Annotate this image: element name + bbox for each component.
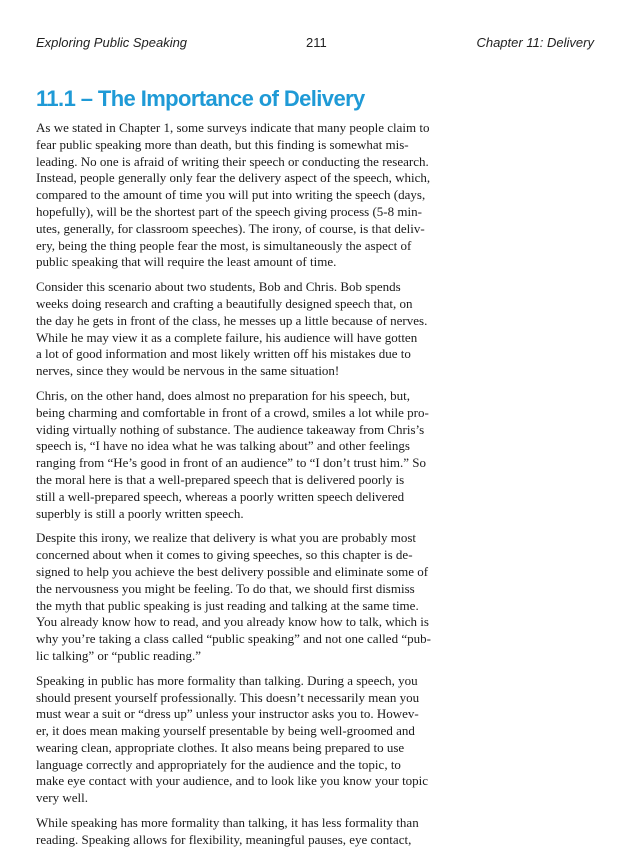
paragraph — [36, 815, 596, 849]
running-header — [36, 35, 594, 53]
paragraph-line: why you’re taking a class called “public speaking” and not one called “pub- — [36, 631, 431, 647]
paragraph-line: leading. No one is afraid of writing their speech or conducting the research. — [36, 153, 429, 169]
page-number: 211 — [306, 35, 327, 50]
paragraph-line: being charming and comfortable in front of a crowd, smiles a lot while pro- — [36, 404, 429, 420]
paragraph — [36, 530, 596, 664]
paragraph-line: must wear a suit or “dress up” unless your instructor asks you to. Howev- — [36, 706, 419, 722]
paragraph-line: make eye contact with your audience, and to look like you know your topic — [36, 773, 429, 789]
paragraph-line: er, it does mean making yourself presentable by being well-groomed and — [36, 723, 415, 739]
section-heading: 11.1 – The Importance of Delivery — [36, 86, 365, 111]
paragraph-line: While he may view it as a complete failure, his audience will have gotten — [36, 329, 418, 345]
paragraph-line: the moral here is that a well-prepared speech that is delivered poorly is — [36, 471, 405, 487]
paragraph-line: While speaking has more formality than talking, it has less formality than — [36, 815, 419, 831]
paragraph-line: nerves, since they would be nervous in the same situation! — [36, 363, 340, 379]
paragraph-line: Chris, on the other hand, does almost no preparation for his speech, but, — [36, 387, 411, 403]
paragraph-line: Consider this scenario about two students, Bob and Chris. Bob spends — [36, 279, 401, 295]
paragraph-line: utes, generally, for classroom speeches). The irony, of course, is that deliv- — [36, 220, 425, 236]
paragraph — [36, 673, 596, 807]
paragraph-line: the myth that public speaking is just reading and talking at the same time. — [36, 597, 419, 613]
paragraph — [36, 120, 596, 271]
paragraph-line: should present yourself professionally. This doesn’t necessarily mean you — [36, 689, 420, 705]
paragraph-line: concerned about when it comes to giving speeches, so this chapter is de- — [36, 547, 413, 563]
paragraph-line: weeks doing research and crafting a beautifully designed speech that, on — [36, 295, 413, 311]
paragraph-line: reading. Speaking allows for flexibility, meaningful pauses, eye contact, — [36, 831, 412, 847]
paragraph-line: ranging from “He’s good in front of an audience” to “I don’t trust him.” So — [36, 455, 427, 471]
paragraph-line: a lot of good information and most likely written off his mistakes due to — [36, 346, 411, 362]
paragraph-line: the day he gets in front of the class, he messes up a little because of nerves. — [36, 312, 428, 328]
paragraph-line: Despite this irony, we realize that delivery is what you are probably most — [36, 530, 417, 546]
paragraph-line: signed to help you achieve the best delivery possible and eliminate some of — [36, 563, 429, 579]
paragraph-line: wearing clean, appropriate clothes. It also means being prepared to use — [36, 739, 405, 755]
paragraph-line: Instead, people generally only fear the delivery aspect of the speech, which, — [36, 170, 431, 186]
paragraph-line: viding virtually nothing of substance. The audience takeaway from Chris’s — [36, 421, 425, 437]
paragraph-line: public speaking that will require the least amount of time. — [36, 254, 337, 270]
paragraph-line: Speaking in public has more formality than talking. During a speech, you — [36, 672, 418, 688]
paragraph-line: still a well-prepared speech, whereas a poorly written speech delivered — [36, 488, 405, 504]
paragraph-line: ery, being the thing people fear the most, is simultaneously the aspect of — [36, 237, 412, 253]
paragraph-line: speech is, “I have no idea what he was talking about” and other feelings — [36, 438, 410, 454]
paragraph-line: superbly is still a poorly written speech. — [36, 505, 244, 521]
paragraph-line: the nervousness you might be feeling. To do that, we should first dismiss — [36, 580, 415, 596]
book-title: Exploring Public Speaking — [36, 35, 188, 50]
paragraph-line: As we stated in Chapter 1, some surveys indicate that many people claim to — [36, 120, 430, 135]
paragraph-line: lic talking” or “public reading.” — [36, 647, 201, 663]
paragraph-line: compared to the amount of time you will put into writing the speech (days, — [36, 187, 426, 203]
paragraph — [36, 388, 596, 522]
paragraph — [36, 279, 596, 380]
paragraph-line: You already know how to read, and you already know how to talk, which is — [36, 614, 429, 630]
paragraph-line: language correctly and appropriately for the audience and the topic, to — [36, 756, 401, 772]
chapter-title: Chapter 11: Delivery — [476, 35, 594, 50]
body-text — [36, 120, 596, 857]
paragraph-line: fear public speaking more than death, but this finding is somewhat mis- — [36, 136, 409, 152]
paragraph-line: very well. — [36, 790, 88, 806]
paragraph-line: hopefully), will be the shortest part of the speech giving process (5-8 min- — [36, 203, 422, 219]
